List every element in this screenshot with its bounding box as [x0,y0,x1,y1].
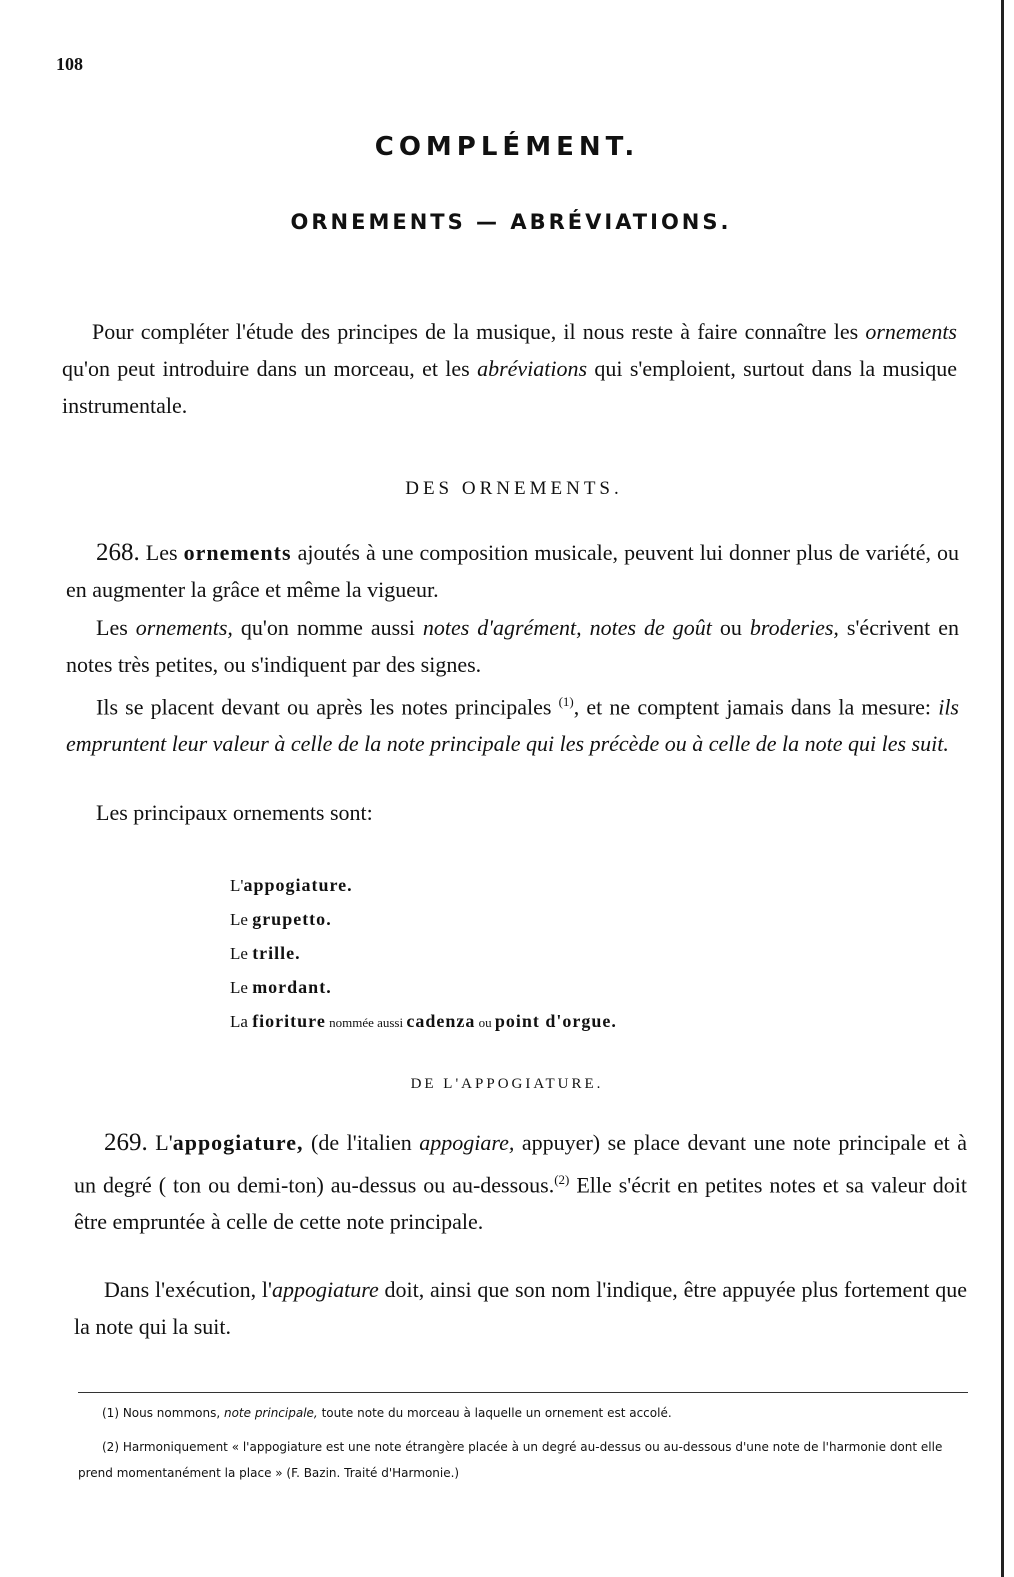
paragraph-269-execution: Dans l'exécution, l'appogiature doit, ainsi que son nom l'indique, être appuyée plus fortement que la note qui la suit. [74,1277,967,1339]
paragraph-number: 268. [96,539,140,566]
paragraph-269: 269. L'appogiature, (de l'italien appogiare, appuyer) se place devant une note principale et à un degré ( ton ou demi-ton) au-dessus ou au-dessous.$^{(2)}$ Elle s'écrit en petites notes et sa valeur doit être empruntée à celle de cette note principale. [74,1129,968,1235]
list-item: La fioriture nommée aussi cadenza ou point d'orgue. [230,1011,617,1031]
footnote-ref-2: (2) [554,1172,570,1187]
page-title: COMPLÉMENT. [374,132,640,162]
list-item: Le trille. [230,943,301,963]
footnote-divider [78,1392,968,1393]
list-item: Le grupetto. [230,909,332,929]
paragraph-268: 268. Les ornements ajoutés à une composition musicale, peuvent lui donner plus de variété, ou en augmenter la grâce et même la vigueur. [66,539,959,602]
paragraph-268-placement: Ils se placent devant ou après les notes principales $^{(1)}$, et ne comptent jamais dans la mesure: ils empruntent leur valeur à celle de la note principale qui les précède ou à celle de la note qui les suit. [66,694,959,757]
section-heading-ornements: DES ORNEMENTS. [405,478,623,499]
paragraph-268-list-intro: Les principaux ornements sont: [96,800,373,825]
footnote-2: (2) Harmoniquement « l'appogiature est une note étrangère placée à un degré au-dessus ou au-dessous d'une note de l'harmonie dont elle prend momentanément la place » (F. Bazin. Traité d'Harmonie.) [78,1440,943,1480]
page-edge [1001,0,1004,1577]
paragraph-268-names: Les ornements, qu'on nomme aussi notes d'agrément, notes de goût ou broderies, s'écrivent en notes très petites, ou s'indiquent par des signes. [66,615,960,677]
list-item: L'appogiature. [230,875,353,895]
ornaments-list [230,868,617,1038]
list-item: Le mordant. [230,977,332,997]
footnote-1: (1) Nous nommons, note principale, toute note du morceau à laquelle un ornement est accolé. [102,1406,672,1420]
section-heading-appogiature: DE L'APPOGIATURE. [410,1076,604,1092]
intro-paragraph: Pour compléter l'étude des principes de la musique, il nous reste à faire connaître les ornements qu'on peut introduire dans un morceau, et les abréviations qui s'emploient, surtout dans la musique instrumentale. [62,319,958,418]
paragraph-number: 269. [104,1129,148,1156]
page-number: 108 [56,54,83,74]
footnote-ref-1: (1) [558,694,574,709]
page-subtitle: ORNEMENTS — ABRÉVIATIONS. [290,210,732,234]
